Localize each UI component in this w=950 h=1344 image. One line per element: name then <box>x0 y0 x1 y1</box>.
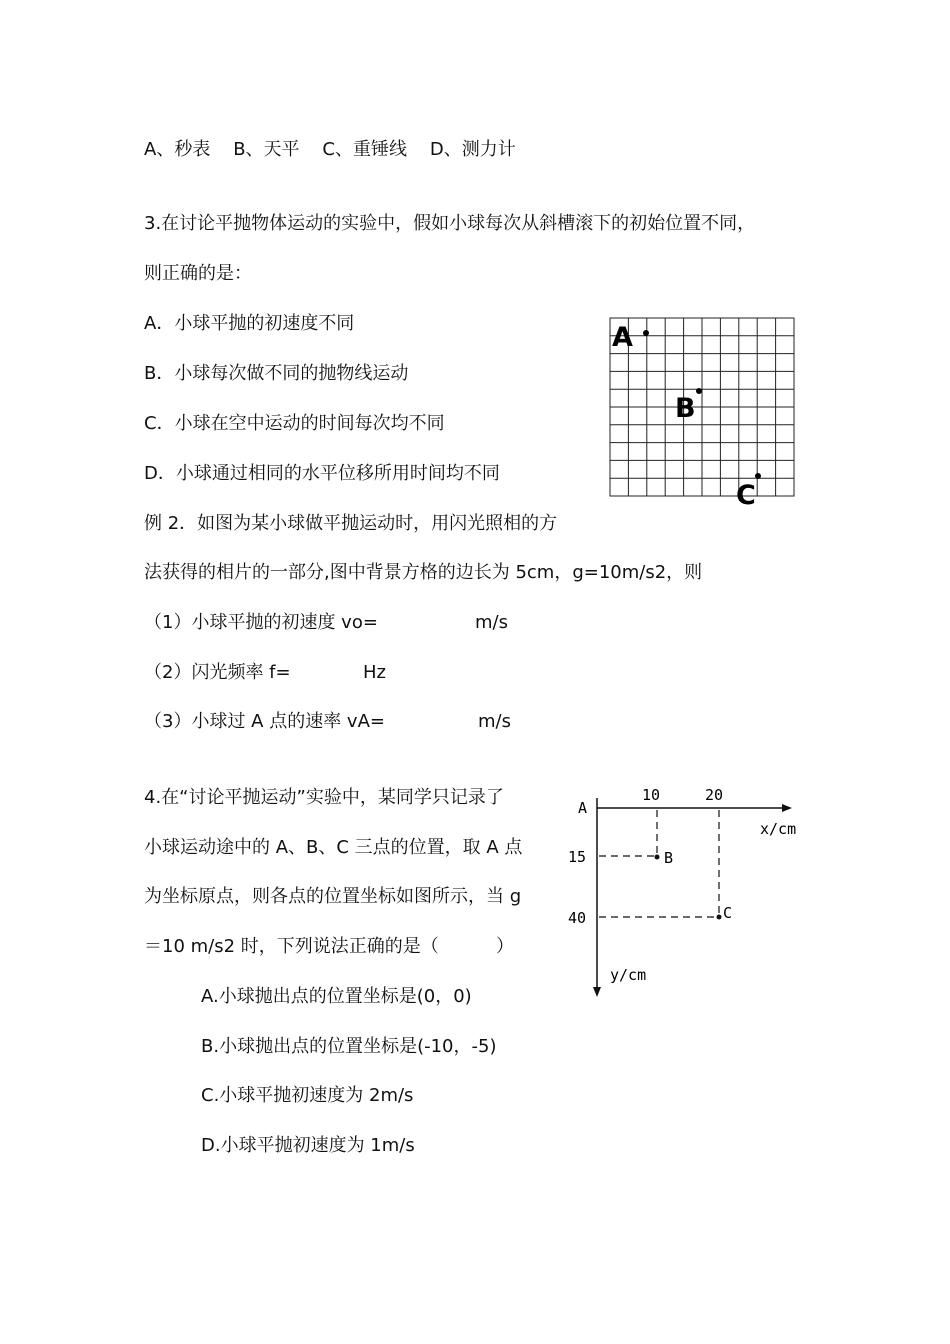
grid-point-c-dot <box>755 473 761 479</box>
y-axis-arrow <box>593 987 601 997</box>
q3-option-d: D．小球通过相同的水平位移所用时间均不同 <box>144 463 500 484</box>
y-axis-label: y/cm <box>610 966 647 984</box>
x-tick-10: 10 <box>642 786 661 804</box>
grid-point-a-label: A <box>612 322 633 353</box>
ex2-item-3-label: （3）小球过 A 点的速率 vA= <box>144 711 385 732</box>
y-tick-15: 15 <box>568 848 587 866</box>
q3-option-b: B．小球每次做不同的抛物线运动 <box>144 363 409 384</box>
ex2-stem-line1: 例 2．如图为某小球做平抛运动时，用闪光照相的方 <box>144 513 558 534</box>
q4-option-a: A.小球抛出点的位置坐标是(0，0) <box>201 986 472 1007</box>
ex2-item-1-unit: m/s <box>475 612 508 633</box>
point-c-label: C <box>723 904 733 922</box>
flash-photo-grid-figure <box>600 308 810 513</box>
grid-point-b-dot <box>696 388 702 394</box>
q4-option-c: C.小球平抛初速度为 2m/s <box>201 1085 414 1106</box>
grid-point-a-dot <box>643 330 649 336</box>
coordinate-figure <box>560 780 810 1005</box>
point-c-dot <box>717 915 722 920</box>
q2-options: A、秒表 B、天平 C、重锤线 D、测力计 <box>144 139 516 160</box>
point-b-label: B <box>664 849 674 867</box>
q4-stem-line3: 为坐标原点，则各点的位置坐标如图所示，当 g <box>144 886 522 907</box>
q4-option-b: B.小球抛出点的位置坐标是(-10，-5) <box>201 1036 497 1057</box>
q3-stem-line2: 则正确的是： <box>144 263 252 284</box>
ex2-item-2-unit: Hz <box>363 662 386 683</box>
x-axis-arrow <box>782 804 792 812</box>
grid-point-c-label: C <box>736 480 756 511</box>
q4-stem-line4: ＝10 m/s2 时，下列说法正确的是（ ） <box>144 936 514 957</box>
ex2-stem-line2: 法获得的相片的一部分,图中背景方格的边长为 5cm，g=10m/s2，则 <box>144 562 703 583</box>
origin-label: A <box>578 799 588 817</box>
ex2-item-1-label: （1）小球平抛的初速度 vo= <box>144 612 378 633</box>
q4-option-d: D.小球平抛初速度为 1m/s <box>201 1135 415 1156</box>
ex2-item-2-label: （2）闪光频率 f= <box>144 662 291 683</box>
x-tick-20: 20 <box>705 786 724 804</box>
y-tick-40: 40 <box>568 909 587 927</box>
q3-option-c: C．小球在空中运动的时间每次均不同 <box>144 413 445 434</box>
ex2-item-3-unit: m/s <box>478 711 511 732</box>
x-axis-label: x/cm <box>760 820 797 838</box>
grid-point-b-label: B <box>675 393 696 424</box>
q4-stem-line1: 4.在“讨论平抛运动”实验中，某同学只记录了 <box>144 787 504 808</box>
point-b-dot <box>655 855 660 860</box>
q3-stem-line1: 3.在讨论平抛物体运动的实验中，假如小球每次从斜槽滚下的初始位置不同， <box>144 213 756 234</box>
grid-lines <box>610 318 794 496</box>
q3-option-a: A．小球平抛的初速度不同 <box>144 313 355 334</box>
q4-stem-line2: 小球运动途中的 A、B、C 三点的位置，取 A 点 <box>144 837 523 858</box>
